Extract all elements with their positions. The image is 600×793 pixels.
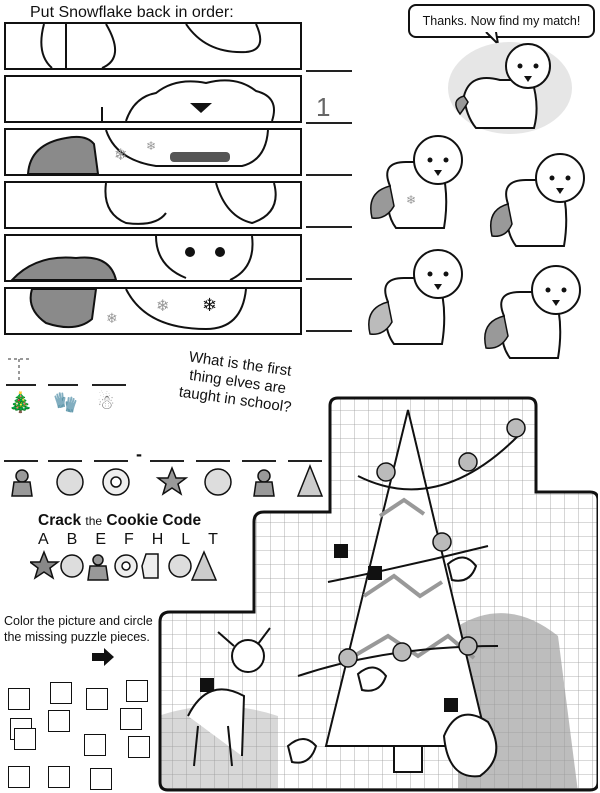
puzzle-piece-11[interactable] [8, 766, 30, 788]
puzzle-piece-8[interactable] [14, 728, 36, 750]
answer-blank-1[interactable] [6, 384, 36, 386]
puzzle-strip-6 [4, 287, 302, 335]
coloring-instructions: Color the picture and circle the missing puzzle pieces. [4, 614, 153, 644]
snowflake-dog-reference [440, 36, 580, 138]
tree-cookie-icon: 🎄 [8, 392, 33, 414]
order-blank-1[interactable] [306, 70, 352, 72]
traced-letter-t [4, 356, 34, 384]
puzzle-piece-9[interactable] [84, 734, 106, 756]
puzzle-piece-2[interactable] [50, 682, 72, 704]
puzzle-piece-12[interactable] [48, 766, 70, 788]
order-blank-5[interactable] [306, 278, 352, 280]
puzzle-strip-3 [4, 128, 302, 176]
order-blank-4[interactable] [306, 226, 352, 228]
puzzle-piece-13[interactable] [90, 768, 112, 790]
svg-text:❄: ❄ [406, 193, 417, 207]
puzzle-piece-3[interactable] [126, 680, 148, 702]
mitten-cookie-icon: 🧤 [53, 392, 78, 414]
puzzle-strip-1 [4, 22, 302, 70]
gingerbread-cookie-icon: ☃ [97, 392, 115, 414]
puzzle-strip-2 [4, 75, 302, 123]
puzzle-strip-5 [4, 234, 302, 282]
answer-blank-3[interactable] [92, 384, 126, 386]
cookie-code-title: Crack the Cookie Code [38, 512, 202, 529]
dog-option-3[interactable] [364, 248, 480, 360]
riddle-question: What is the first thing elves are taught in school? [177, 348, 293, 417]
dog-option-4[interactable] [480, 262, 596, 372]
svg-text:❄: ❄ [202, 295, 218, 315]
svg-text:❄: ❄ [106, 310, 118, 326]
dog-option-2[interactable] [486, 150, 598, 258]
arrow-right-icon [92, 648, 116, 666]
puzzle-title: Put Snowflake back in order: [30, 4, 234, 21]
puzzle-strip-4 [4, 181, 302, 229]
svg-text:❄: ❄ [114, 147, 128, 164]
riddle-dash: - [136, 444, 142, 464]
puzzle-piece-10[interactable] [128, 736, 150, 758]
dog-option-1[interactable] [366, 132, 480, 244]
puzzle-piece-6[interactable] [86, 688, 108, 710]
svg-text:❄: ❄ [146, 139, 157, 153]
puzzle-piece-7[interactable] [120, 708, 142, 730]
coloring-picture[interactable] [158, 396, 598, 792]
puzzle-piece-1[interactable] [8, 688, 30, 710]
filled-number: 1 [316, 92, 331, 122]
svg-text:❄: ❄ [156, 298, 170, 315]
order-blank-3[interactable] [306, 174, 352, 176]
order-blank-6[interactable] [306, 330, 352, 332]
puzzle-piece-5[interactable] [48, 710, 70, 732]
cookie-code-letters: A B E F H L T [38, 531, 218, 548]
speech-bubble: Thanks. Now find my match! [408, 4, 595, 38]
answer-blank-2[interactable] [48, 384, 78, 386]
